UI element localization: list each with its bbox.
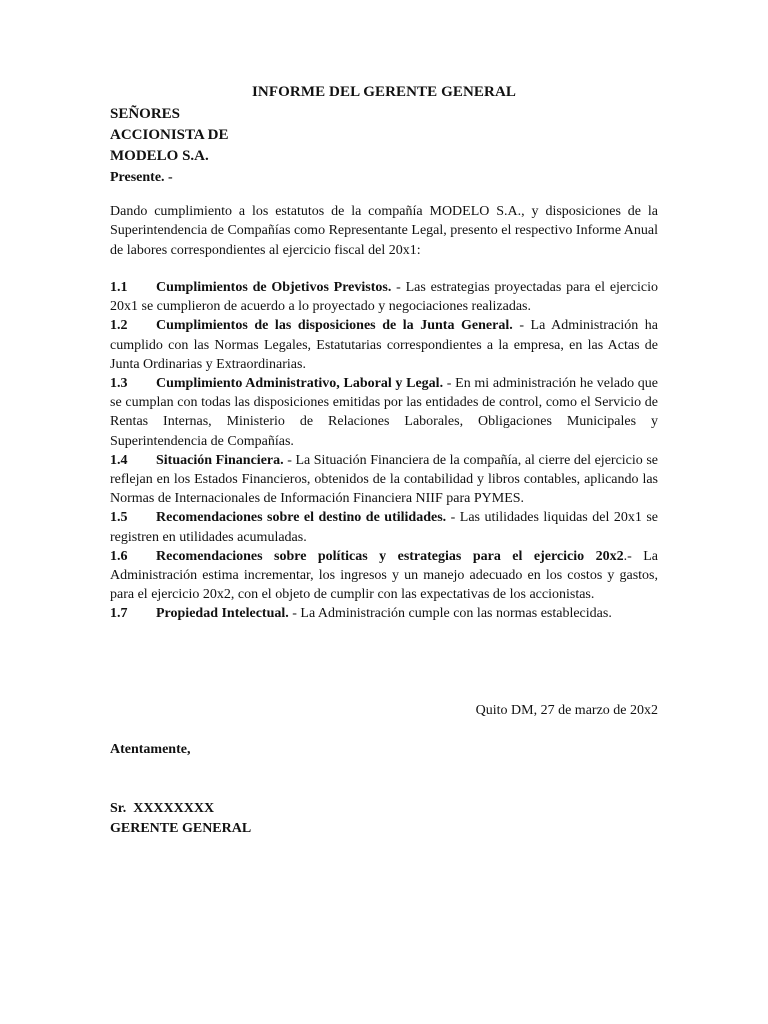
section-body: .- La Administración estima incrementar, los ingresos y un manejo adecuado en los costos y gastos, para el ejercicio 20x2, con el objeto de cumplir con las expectativas de los accionistas. <box>110 548 658 603</box>
salutation: Presente. - <box>110 170 173 185</box>
section-title: Recomendaciones sobre el destino de utilidades. <box>156 510 447 526</box>
section-title: Cumplimiento Administrativo, Laboral y Legal. <box>156 376 444 392</box>
section-item <box>110 316 658 374</box>
section-number: 1.1 <box>110 280 128 295</box>
addressee-line: SEÑORES <box>110 106 181 122</box>
addressee-line: ACCIONISTA DE <box>110 127 229 143</box>
section-title: Cumplimientos de las disposiciones de la Junta General. <box>156 318 513 334</box>
closing-salutation: Atentamente, <box>110 742 191 757</box>
section-number: 1.5 <box>110 510 128 526</box>
section-number: 1.3 <box>110 376 128 392</box>
section-number: 1.2 <box>110 318 128 334</box>
section-item <box>110 508 658 546</box>
section-body: - La Administración cumple con las normas establecidas. <box>288 606 612 622</box>
addressee-block <box>110 104 229 188</box>
section-item <box>110 547 658 605</box>
section-title: Situación Financiera. <box>156 452 284 468</box>
sections-list <box>110 278 658 624</box>
section-title: Propiedad Intelectual. <box>156 606 289 622</box>
signature-block <box>110 799 251 839</box>
intro-paragraph: Dando cumplimiento a los estatutos de la compañía MODELO S.A., y disposiciones de la Superintendencia de Compañías como Representante Legal, presento el respectivo Informe Anual de labores correspondientes al ejercicio fiscal del 20x1: <box>110 204 658 258</box>
section-title: Recomendaciones sobre políticas y estrategias para el ejercicio 20x2 <box>156 548 624 564</box>
section-number: 1.7 <box>110 606 128 622</box>
section-body: - Las estrategias proyectadas para el ejercicio 20x1 se cumplieron de acuerdo a lo proyectado y negociaciones realizadas. <box>110 280 659 315</box>
section-title: Cumplimientos de Objetivos Previstos. <box>156 280 392 295</box>
section-body: - La Situación Financiera de la compañía, al cierre del ejercicio se reflejan en los Estados Financieros, obtenidos de la contabilidad y libros contables, aplicando las Normas de Internacionales de Información Financiera NIIF para PYMES. <box>110 452 659 507</box>
section-item <box>110 278 658 316</box>
section-item <box>110 451 658 509</box>
section-number: 1.6 <box>110 548 128 564</box>
signer-role: GERENTE GENERAL <box>110 821 252 836</box>
document-title: INFORME DEL GERENTE GENERAL <box>252 84 516 100</box>
date-line: Quito DM, 27 de marzo de 20x2 <box>475 703 658 718</box>
section-body: - La Administración ha cumplido con las Normas Legales, Estatutarias correspondientes a la empresa, en las Actas de Junta Ordinarias y Extraordinarias. <box>110 318 658 372</box>
section-number: 1.4 <box>110 452 128 468</box>
signer-name: Sr. XXXXXXXX <box>110 801 215 816</box>
section-body: - Las utilidades liquidas del 20x1 se registren en utilidades acumuladas. <box>110 510 658 545</box>
section-body: - En mi administración he velado que se cumplan con todas las disposiciones emitidas por las entidades de control, como el Servicio de Rentas Internas, Ministerio de Relaciones Laborales, Obligaciones Municipales y Superintendencia de Compañías. <box>110 376 658 449</box>
section-item <box>110 604 658 623</box>
section-item <box>110 374 658 451</box>
addressee-line: MODELO S.A. <box>110 148 209 164</box>
